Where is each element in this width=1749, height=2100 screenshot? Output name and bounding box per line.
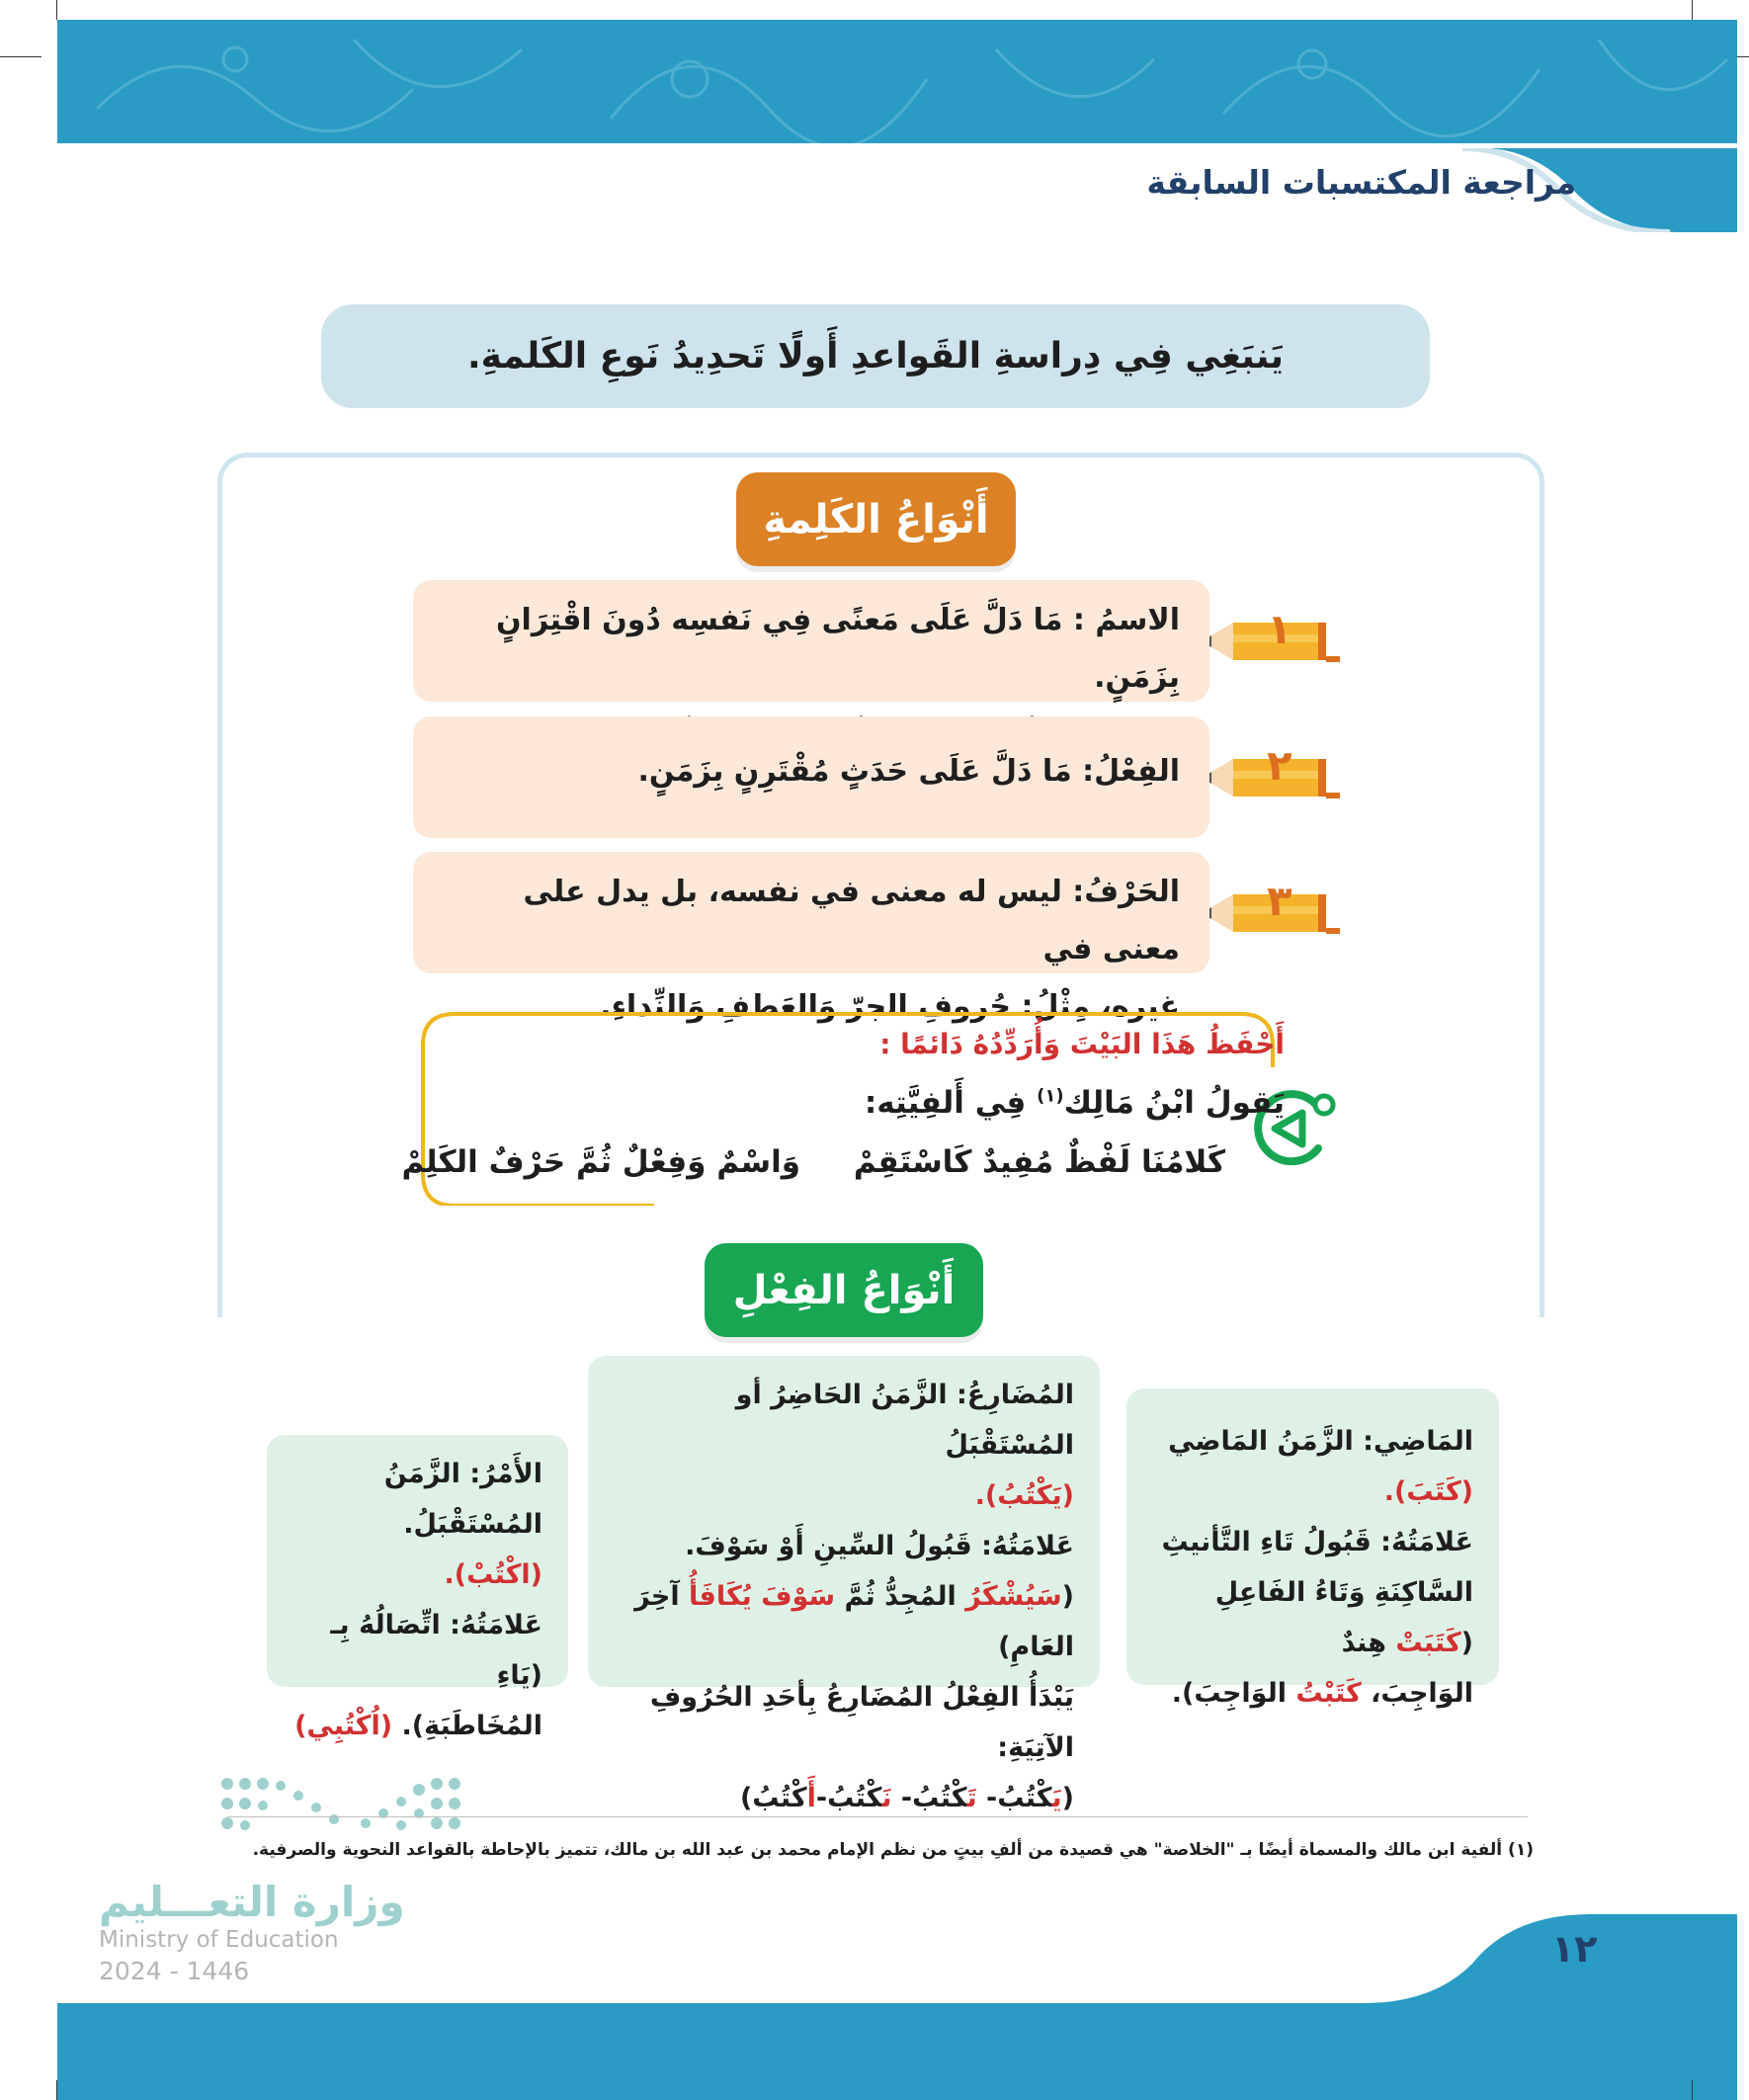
ministry-name-en: Ministry of Education [99, 1927, 339, 1953]
imperative-line: الأَمْرُ: الزَّمَنُ المُسْتَقْبَلُ. [383, 1459, 542, 1540]
definition-particle [413, 852, 1209, 1024]
text-span: هِندٌ [1341, 1628, 1396, 1658]
header-band [57, 20, 1737, 143]
verse-intro-text: يَقولُ ابْنُ مَالِك [1063, 1085, 1285, 1121]
past-line [1148, 1668, 1473, 1719]
imperative-verb-box [267, 1435, 568, 1741]
text-span: ( [1061, 1783, 1074, 1813]
prefix-span: تَ [966, 1783, 977, 1813]
verse-intro [865, 1085, 1285, 1121]
crop-mark [0, 56, 42, 57]
past-verb-box [1126, 1388, 1499, 1709]
present-verb-box [588, 1356, 1100, 1813]
definition-verb [413, 716, 1209, 838]
example-span: سَيُشْكَرُ [965, 1581, 1062, 1612]
ministry-name-ar: وزارة التعـــليم [99, 1878, 405, 1926]
calligraphy-pattern [57, 20, 1737, 143]
text-span: المُجِدُّ ثُمَّ [835, 1581, 966, 1612]
past-line: عَلامَتُهُ: قَبُولُ تَاءِ التَّأنيثِ [1161, 1527, 1473, 1557]
page-number-tab [1364, 1914, 1737, 2003]
ministry-year: 2024 - 1446 [99, 1957, 250, 1985]
imperative-line [289, 1701, 542, 1751]
intro-banner: يَنبَغِي فِي دِراسةِ القَواعدِ أَولًا تَحدِيدُ نَوعِ الكَلمةِ. [321, 304, 1430, 408]
present-line: المُضَارِعُ: الزَّمَنُ الحَاضِرُ أو المُسْتَقْبَلُ [735, 1380, 1074, 1461]
item-number: ٣ [1267, 877, 1292, 925]
text-span: كْتُبُ- [815, 1783, 882, 1813]
text-span: كْتُبُ) [739, 1783, 807, 1813]
footnote-ref: (١) [1037, 1085, 1064, 1107]
prefix-span: نَ [881, 1783, 892, 1813]
page-number: ١٢ [1551, 1927, 1598, 1971]
example-span: سَوْفَ يُكَافَأُ [689, 1581, 836, 1612]
vision-dots-logo [217, 1774, 464, 1845]
text-span: كْتُبُ- [976, 1783, 1052, 1813]
crop-mark [1692, 0, 1693, 20]
crop-mark [56, 2080, 57, 2100]
present-line [610, 1571, 1074, 1672]
present-line: يَبْدَأُ الفِعْلُ المُضَارِعُ بِأحَدِ الحُرُوفِ الآتِيَةِ: [649, 1682, 1074, 1763]
prefix-span: يَ [1051, 1783, 1062, 1813]
imperative-example: (اكْتُبْ). [444, 1559, 542, 1590]
text-span: الوَاجِبَ، [1361, 1678, 1473, 1709]
example-span: (اُكْتُبِي) [294, 1711, 393, 1741]
footnote: (١) ألفية ابن مالك والمسماة أيضًا بـ "الخلاصة" هي قصيدة من ألفِ بيتٍ من نظم الإمام محمد بن عبد الله بن مالك، تتميز بالإحاطة بالقواعد النحوية والصرفية. [252, 1840, 1534, 1860]
definition-noun [413, 580, 1209, 702]
past-line: المَاضِي: الزَّمَنُ المَاضِي [1168, 1426, 1473, 1457]
present-line: عَلامَتُهُ: قَبُولُ السِّينِ أَوْ سَوْفَ. [685, 1531, 1074, 1561]
footnote-rule [227, 1816, 1528, 1817]
example-span: كَتَبْتُ [1295, 1678, 1362, 1709]
definition-line: الاسمُ : مَا دَلَّ عَلَى مَعنًى فِي نَفسِه دُونَ اقْتِرَانٍ بِزَمَنٍ. [495, 603, 1180, 695]
section-title: مراجعة المكتسبات السابقة [1146, 163, 1576, 202]
definition-line: الفِعْلُ: مَا دَلَّ عَلَى حَدَثٍ مُقْتَرِنٍ بِزَمَنٍ. [637, 754, 1180, 789]
text-span: الوَاجِبَ). [1171, 1678, 1296, 1709]
verse-heading: أَحْفَظُ هَذَا البَيْتَ وَأُرَدِّدُهُ دَائمًا : [879, 1028, 1285, 1060]
text-span: السَّاكِنَةِ وَتَاءُ الفَاعِلِ ( [1214, 1577, 1473, 1658]
past-line [1148, 1567, 1473, 1668]
example-span: كَتَبَتْ [1395, 1628, 1461, 1658]
word-types-title: أَنْوَاعُ الكَلِمةِ [736, 472, 1016, 566]
verse-intro-end: فِي أَلفِيَّتِه: [864, 1085, 1027, 1121]
crop-mark [1692, 2080, 1693, 2100]
text-span: كْتُبُ- [891, 1783, 967, 1813]
definition-line: غيره، مِثْلُ: حُروفِ الجرّ وَالعَطفِ وَالنِّداءِ. [600, 989, 1180, 1024]
item-number: ٢ [1267, 741, 1292, 790]
present-example: (يَكْتُبُ). [974, 1480, 1074, 1511]
definition-line: الحَرْفُ: ليس له معنى في نفسه، بل يدل على معنى في [523, 875, 1180, 966]
prefix-span: أَ [806, 1783, 816, 1813]
text-span: ( [1061, 1581, 1074, 1612]
text-span: المُخَاطَبَةِ). [392, 1711, 542, 1741]
crop-mark [56, 0, 57, 20]
verse-hemistich-1: كَلامُنَا لَفْظٌ مُفِيدٌ كَاسْتَقِمْ [853, 1144, 1225, 1180]
imperative-line: عَلامَتُهُ: اتِّصَالُهُ بِـ (يَاءِ [330, 1610, 542, 1691]
verse-hemistich-2: وَاسْمٌ وَفِعْلٌ ثُمَّ حَرْفٌ الكَلِمْ [401, 1144, 800, 1180]
footer-band [57, 2003, 1737, 2100]
item-number: ١ [1267, 605, 1292, 653]
verb-types-title: أَنْوَاعُ الفِعْلِ [705, 1243, 983, 1337]
text-span: آخِرَ العَامِ) [634, 1581, 1074, 1662]
past-example: (كَتَبَ). [1383, 1476, 1473, 1507]
